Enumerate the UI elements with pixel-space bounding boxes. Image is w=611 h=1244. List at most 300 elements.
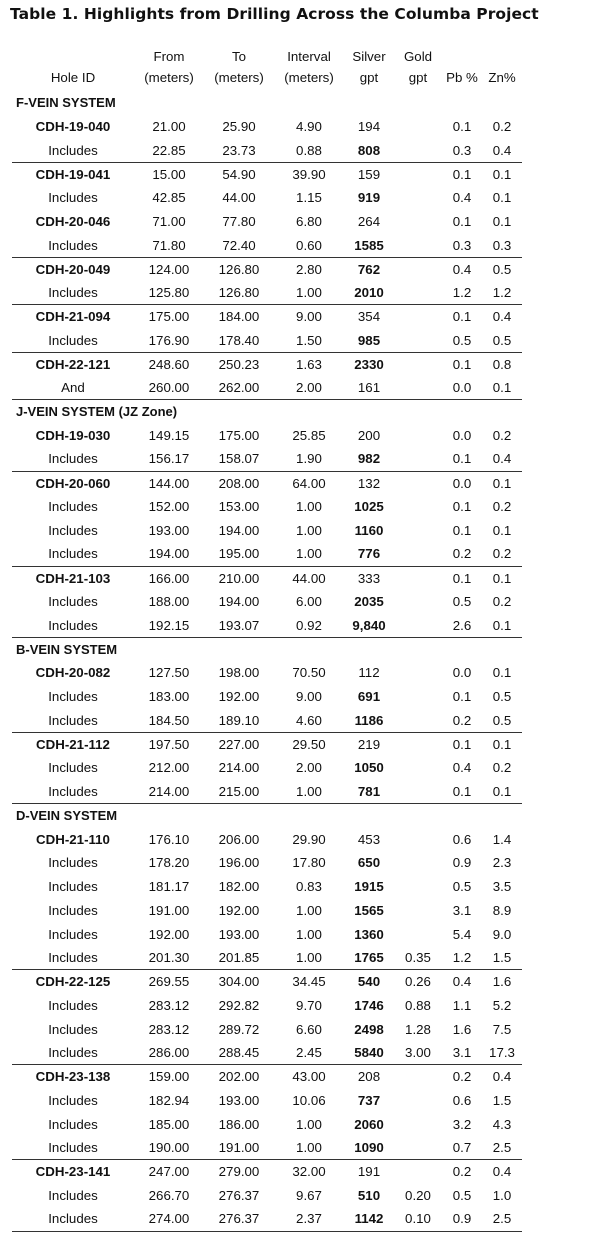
gold-cell [394, 210, 442, 234]
header-cell: To [231, 49, 247, 64]
interval-cell: 1.00 [296, 1116, 322, 1132]
header-cell: Zn% [488, 70, 516, 85]
hole-id-cell: CDH-21-103 [12, 566, 134, 590]
hole-row [12, 1065, 522, 1089]
silver-cell: 650 [357, 855, 381, 871]
zn-cell: 0.5 [492, 332, 512, 348]
silver-cell: 781 [357, 783, 381, 799]
header-cell: Interval [287, 49, 331, 64]
from-cell: 193.00 [148, 522, 190, 538]
interval-cell: 10.06 [292, 1092, 326, 1108]
gold-cell [394, 922, 442, 946]
pb-cell: 0.3 [452, 142, 472, 158]
gold-cell [394, 115, 442, 139]
pb-cell: 0.9 [452, 1211, 472, 1227]
zn-cell: 0.2 [492, 546, 512, 562]
interval-row [12, 1112, 522, 1136]
hole-id-cell: Includes [48, 1140, 98, 1156]
to-cell: 193.00 [218, 926, 260, 942]
pb-cell: 0.1 [442, 566, 482, 590]
zn-cell: 0.2 [492, 499, 512, 515]
from-cell: 182.94 [148, 1092, 190, 1108]
silver-cell: 161 [357, 380, 381, 396]
interval-row [12, 1041, 522, 1065]
gold-cell [394, 186, 442, 210]
interval-cell: 4.60 [296, 712, 322, 728]
interval-cell: 29.50 [274, 732, 344, 756]
to-cell: 175.00 [218, 427, 260, 443]
silver-cell: 194 [357, 119, 381, 135]
gold-cell [394, 519, 442, 543]
gold-cell [394, 1136, 442, 1160]
to-cell: 206.00 [218, 831, 260, 847]
from-cell: 71.00 [152, 214, 186, 230]
to-cell: 208.00 [204, 471, 274, 495]
silver-cell: 2010 [354, 285, 384, 301]
zn-cell: 1.0 [492, 1187, 512, 1203]
pb-cell: 0.1 [452, 451, 472, 467]
interval-cell: 1.15 [296, 190, 322, 206]
zn-cell: 9.0 [492, 926, 512, 942]
zn-cell: 0.4 [482, 305, 522, 329]
zn-cell: 0.1 [492, 190, 512, 206]
to-cell: 191.00 [218, 1140, 260, 1156]
interval-cell: 1.00 [296, 1140, 322, 1156]
gold-cell [394, 566, 442, 590]
header-cell: Silver [352, 49, 386, 64]
hole-id-cell: Includes [48, 879, 98, 895]
pb-cell: 0.6 [452, 831, 472, 847]
pb-cell: 3.1 [452, 1045, 472, 1061]
silver-cell: 1025 [354, 499, 384, 515]
zn-cell: 4.3 [492, 1116, 512, 1132]
gold-cell [394, 661, 442, 685]
system-heading: F-VEIN SYSTEM [16, 95, 116, 111]
to-cell: 195.00 [218, 546, 260, 562]
gold-cell [394, 495, 442, 519]
from-cell: 201.30 [148, 950, 190, 966]
silver-cell: 1186 [354, 712, 384, 728]
gold-cell [394, 162, 442, 186]
silver-cell: 354 [344, 305, 394, 329]
hole-id-cell: CDH-20-060 [12, 471, 134, 495]
hole-id-cell: CDH-22-121 [12, 352, 134, 376]
hole-id-cell: Includes [48, 902, 98, 918]
gold-cell [394, 471, 442, 495]
from-cell: 212.00 [148, 760, 190, 776]
silver-cell: 5840 [354, 1045, 384, 1061]
pb-cell: 0.0 [442, 471, 482, 495]
header-cell [442, 46, 482, 68]
to-cell: 210.00 [204, 566, 274, 590]
hole-id-cell: Includes [48, 1092, 98, 1108]
interval-row [12, 1184, 522, 1208]
hole-row [12, 305, 522, 329]
interval-row [12, 542, 522, 566]
hole-row [12, 661, 522, 685]
interval-row [12, 1136, 522, 1160]
zn-cell: 0.1 [482, 566, 522, 590]
interval-row [12, 590, 522, 614]
hole-row [12, 1160, 522, 1184]
interval-row [12, 1017, 522, 1041]
to-cell: 186.00 [218, 1116, 260, 1132]
from-cell: 197.50 [134, 732, 204, 756]
silver-cell: 208 [344, 1065, 394, 1089]
hole-id-cell: Includes [48, 855, 98, 871]
gold-cell [394, 756, 442, 780]
to-cell: 23.73 [222, 142, 256, 158]
gold-cell: 1.28 [405, 1021, 431, 1037]
interval-cell: 17.80 [292, 855, 326, 871]
hole-id-cell: CDH-21-110 [36, 831, 110, 847]
silver-cell: 1090 [354, 1140, 384, 1156]
zn-cell: 0.3 [492, 237, 512, 253]
from-cell: 166.00 [134, 566, 204, 590]
to-cell: 54.90 [204, 162, 274, 186]
interval-cell: 2.00 [296, 380, 322, 396]
silver-cell: 333 [344, 566, 394, 590]
gold-cell: 0.35 [405, 950, 431, 966]
interval-cell: 29.90 [292, 831, 326, 847]
header-row-2 [12, 68, 522, 91]
pb-cell: 5.4 [452, 926, 472, 942]
interval-row [12, 756, 522, 780]
from-cell: 156.17 [148, 451, 190, 467]
hole-row [12, 352, 522, 376]
from-cell: 175.00 [134, 305, 204, 329]
header-cell [482, 46, 522, 68]
pb-cell: 0.1 [442, 352, 482, 376]
silver-cell: 112 [358, 665, 380, 681]
to-cell: 276.37 [218, 1187, 260, 1203]
gold-cell [394, 614, 442, 638]
interval-row [12, 447, 522, 471]
hole-id-cell: Includes [48, 522, 98, 538]
header-cell: Pb % [446, 70, 478, 85]
silver-cell: 540 [344, 970, 394, 994]
to-cell: 227.00 [204, 732, 274, 756]
gold-cell: 0.20 [405, 1187, 431, 1203]
zn-cell: 0.1 [482, 162, 522, 186]
bottom-rule [12, 1231, 522, 1232]
to-cell: 289.72 [218, 1021, 260, 1037]
pb-cell: 1.2 [452, 285, 472, 301]
pb-cell: 1.1 [452, 997, 472, 1013]
from-cell: 42.85 [152, 190, 186, 206]
header-cell: gpt [408, 70, 428, 85]
to-cell: 192.00 [218, 902, 260, 918]
to-cell: 262.00 [218, 380, 260, 396]
zn-cell: 0.4 [482, 1160, 522, 1184]
to-cell: 184.00 [204, 305, 274, 329]
to-cell: 77.80 [222, 214, 256, 230]
interval-row [12, 186, 522, 210]
system-heading: J-VEIN SYSTEM (JZ Zone) [12, 400, 522, 424]
silver-cell: 2330 [344, 352, 394, 376]
zn-cell: 8.9 [492, 902, 512, 918]
zn-cell: 0.8 [482, 352, 522, 376]
interval-cell: 39.90 [274, 162, 344, 186]
silver-cell: 1160 [354, 522, 384, 538]
silver-cell: 2498 [354, 1021, 384, 1037]
interval-row [12, 946, 522, 970]
from-cell: 260.00 [148, 380, 190, 396]
hole-id-cell: Includes [48, 285, 98, 301]
interval-cell: 2.45 [296, 1045, 322, 1061]
zn-cell: 1.5 [492, 1092, 512, 1108]
gold-cell [394, 1065, 442, 1089]
from-cell: 283.12 [148, 1021, 190, 1037]
gold-cell [394, 257, 442, 281]
silver-cell: 1050 [354, 760, 384, 776]
silver-cell: 982 [357, 451, 381, 467]
to-cell: 72.40 [222, 237, 256, 253]
zn-cell: 0.1 [492, 522, 512, 538]
interval-cell: 43.00 [274, 1065, 344, 1089]
hole-id-cell: Includes [48, 689, 98, 705]
pb-cell: 0.4 [442, 257, 482, 281]
zn-cell: 2.5 [492, 1211, 512, 1227]
zn-cell: 2.5 [492, 1140, 512, 1156]
to-cell: 279.00 [204, 1160, 274, 1184]
pb-cell: 0.1 [442, 732, 482, 756]
from-cell: 125.80 [148, 285, 190, 301]
zn-cell: 1.4 [492, 831, 512, 847]
gold-cell [394, 305, 442, 329]
silver-cell: 200 [357, 427, 381, 443]
gold-cell [394, 875, 442, 899]
header-cell: From [153, 49, 185, 64]
hole-row [12, 970, 522, 994]
gold-cell: 0.26 [394, 970, 442, 994]
interval-cell: 34.45 [274, 970, 344, 994]
zn-cell: 0.1 [492, 665, 512, 681]
to-cell: 202.00 [204, 1065, 274, 1089]
to-cell: 126.80 [204, 257, 274, 281]
gold-cell [394, 234, 442, 258]
from-cell: 144.00 [134, 471, 204, 495]
hole-id-cell: Includes [48, 997, 98, 1013]
interval-cell: 2.80 [274, 257, 344, 281]
silver-cell: 691 [357, 689, 381, 705]
hole-id-cell: Includes [48, 783, 98, 799]
gold-cell [394, 329, 442, 353]
hole-id-cell: Includes [48, 499, 98, 515]
interval-cell: 6.00 [296, 594, 322, 610]
from-cell: 185.00 [148, 1116, 190, 1132]
from-cell: 274.00 [148, 1211, 190, 1227]
interval-cell: 32.00 [274, 1160, 344, 1184]
interval-cell: 2.00 [296, 760, 322, 776]
header-row-1 [12, 46, 522, 68]
gold-cell [394, 352, 442, 376]
hole-id-cell: CDH-19-030 [35, 427, 111, 443]
from-cell: 149.15 [148, 427, 190, 443]
hole-id-cell: Includes [48, 1211, 98, 1227]
pb-cell: 0.5 [452, 332, 472, 348]
silver-cell: 453 [357, 831, 381, 847]
from-cell: 184.50 [148, 712, 190, 728]
to-cell: 193.00 [218, 1092, 260, 1108]
hole-row [12, 424, 522, 448]
hole-id-cell: CDH-20-046 [35, 214, 111, 230]
pb-cell: 0.3 [452, 237, 472, 253]
interval-row [12, 1207, 522, 1231]
gold-cell [394, 424, 442, 448]
table-title: Table 1. Highlights from Drilling Across the Columba Project [10, 5, 539, 23]
hole-id-cell: Includes [48, 926, 98, 942]
interval-cell: 1.50 [296, 332, 322, 348]
from-cell: 21.00 [152, 119, 186, 135]
from-cell: 286.00 [148, 1045, 190, 1061]
silver-cell: 2060 [354, 1116, 384, 1132]
zn-cell: 0.2 [492, 427, 512, 443]
zn-cell: 0.1 [492, 783, 512, 799]
hole-id-cell: CDH-23-138 [12, 1065, 134, 1089]
pb-cell: 0.4 [442, 970, 482, 994]
interval-cell: 1.00 [296, 522, 322, 538]
pb-cell: 0.6 [452, 1092, 472, 1108]
interval-cell: 1.00 [296, 499, 322, 515]
zn-cell: 2.3 [492, 855, 512, 871]
interval-cell: 1.00 [296, 546, 322, 562]
zn-cell: 1.2 [492, 285, 512, 301]
zn-cell: 7.5 [492, 1021, 512, 1037]
from-cell: 22.85 [152, 142, 186, 158]
hole-id-cell: Includes [48, 950, 98, 966]
hole-id-cell: Includes [48, 1187, 98, 1203]
silver-cell: 1360 [354, 926, 384, 942]
gold-cell [394, 709, 442, 733]
interval-row [12, 139, 522, 163]
from-cell: 247.00 [134, 1160, 204, 1184]
from-cell: 194.00 [148, 546, 190, 562]
hole-id-cell: CDH-23-141 [12, 1160, 134, 1184]
from-cell: 176.90 [148, 332, 190, 348]
zn-cell: 0.5 [492, 712, 512, 728]
zn-cell: 0.2 [492, 594, 512, 610]
interval-cell: 0.83 [296, 879, 322, 895]
hole-id-cell: Includes [48, 332, 98, 348]
silver-cell: 219 [344, 732, 394, 756]
to-cell: 44.00 [222, 190, 256, 206]
silver-cell: 776 [357, 546, 381, 562]
drilling-highlights-table [12, 46, 522, 1232]
gold-cell: 0.10 [405, 1211, 431, 1227]
from-cell: 176.10 [148, 831, 190, 847]
gold-cell [394, 899, 442, 923]
header-cell [12, 46, 134, 68]
table-bottom-rule [12, 1231, 522, 1232]
interval-cell: 1.90 [296, 451, 322, 467]
zn-cell: 0.5 [482, 257, 522, 281]
header-cell: gpt [359, 70, 379, 85]
hole-id-cell: Includes [48, 190, 98, 206]
silver-cell: 1565 [354, 902, 384, 918]
to-cell: 215.00 [218, 783, 260, 799]
gold-cell: 3.00 [405, 1045, 431, 1061]
from-cell: 127.50 [148, 665, 190, 681]
hole-id-cell: Includes [48, 142, 98, 158]
interval-row [12, 519, 522, 543]
interval-row [12, 875, 522, 899]
gold-cell [394, 1112, 442, 1136]
hole-row [12, 732, 522, 756]
to-cell: 214.00 [218, 760, 260, 776]
interval-cell: 0.88 [296, 142, 322, 158]
silver-cell: 2035 [354, 594, 384, 610]
system-heading-row [12, 91, 522, 115]
interval-cell: 1.00 [296, 926, 322, 942]
interval-cell: 9.70 [296, 997, 322, 1013]
from-cell: 269.55 [134, 970, 204, 994]
system-heading: B-VEIN SYSTEM [12, 637, 522, 661]
interval-row [12, 329, 522, 353]
interval-cell: 25.85 [292, 427, 326, 443]
to-cell: 250.23 [204, 352, 274, 376]
from-cell: 71.80 [152, 237, 186, 253]
interval-cell: 44.00 [274, 566, 344, 590]
gold-cell [394, 780, 442, 804]
from-cell: 15.00 [134, 162, 204, 186]
hole-id-cell: Includes [48, 237, 98, 253]
from-cell: 124.00 [134, 257, 204, 281]
hole-id-cell: CDH-22-125 [12, 970, 134, 994]
to-cell: 194.00 [218, 522, 260, 538]
pb-cell: 0.2 [442, 1160, 482, 1184]
from-cell: 190.00 [148, 1140, 190, 1156]
silver-cell: 9,840 [352, 617, 386, 633]
pb-cell: 0.1 [452, 499, 472, 515]
zn-cell: 0.1 [482, 471, 522, 495]
hole-id-cell: Includes [48, 546, 98, 562]
from-cell: 178.20 [148, 855, 190, 871]
pb-cell: 0.0 [452, 427, 472, 443]
to-cell: 192.00 [218, 689, 260, 705]
to-cell: 304.00 [204, 970, 274, 994]
gold-cell [394, 732, 442, 756]
zn-cell: 0.2 [492, 760, 512, 776]
gold-cell [394, 590, 442, 614]
interval-cell: 6.60 [296, 1021, 322, 1037]
to-cell: 189.10 [218, 712, 260, 728]
interval-cell: 9.67 [296, 1187, 322, 1203]
gold-cell [394, 376, 442, 400]
from-cell: 266.70 [148, 1187, 190, 1203]
pb-cell: 0.4 [452, 760, 472, 776]
hole-row [12, 162, 522, 186]
pb-cell: 0.5 [452, 879, 472, 895]
interval-cell: 6.80 [296, 214, 322, 230]
interval-row [12, 614, 522, 638]
from-cell: 192.00 [148, 926, 190, 942]
system-heading: D-VEIN SYSTEM [12, 804, 522, 828]
silver-cell: 985 [357, 332, 381, 348]
header-cell: Hole ID [50, 70, 96, 85]
system-heading-row [12, 804, 522, 828]
pb-cell: 0.1 [452, 522, 472, 538]
from-cell: 214.00 [148, 783, 190, 799]
pb-cell: 0.2 [452, 712, 472, 728]
from-cell: 181.17 [148, 879, 190, 895]
to-cell: 182.00 [218, 879, 260, 895]
zn-cell: 0.4 [492, 142, 512, 158]
pb-cell: 0.2 [442, 1065, 482, 1089]
interval-cell: 1.00 [296, 285, 322, 301]
pb-cell: 0.2 [452, 546, 472, 562]
header-cell: (meters) [144, 70, 194, 85]
